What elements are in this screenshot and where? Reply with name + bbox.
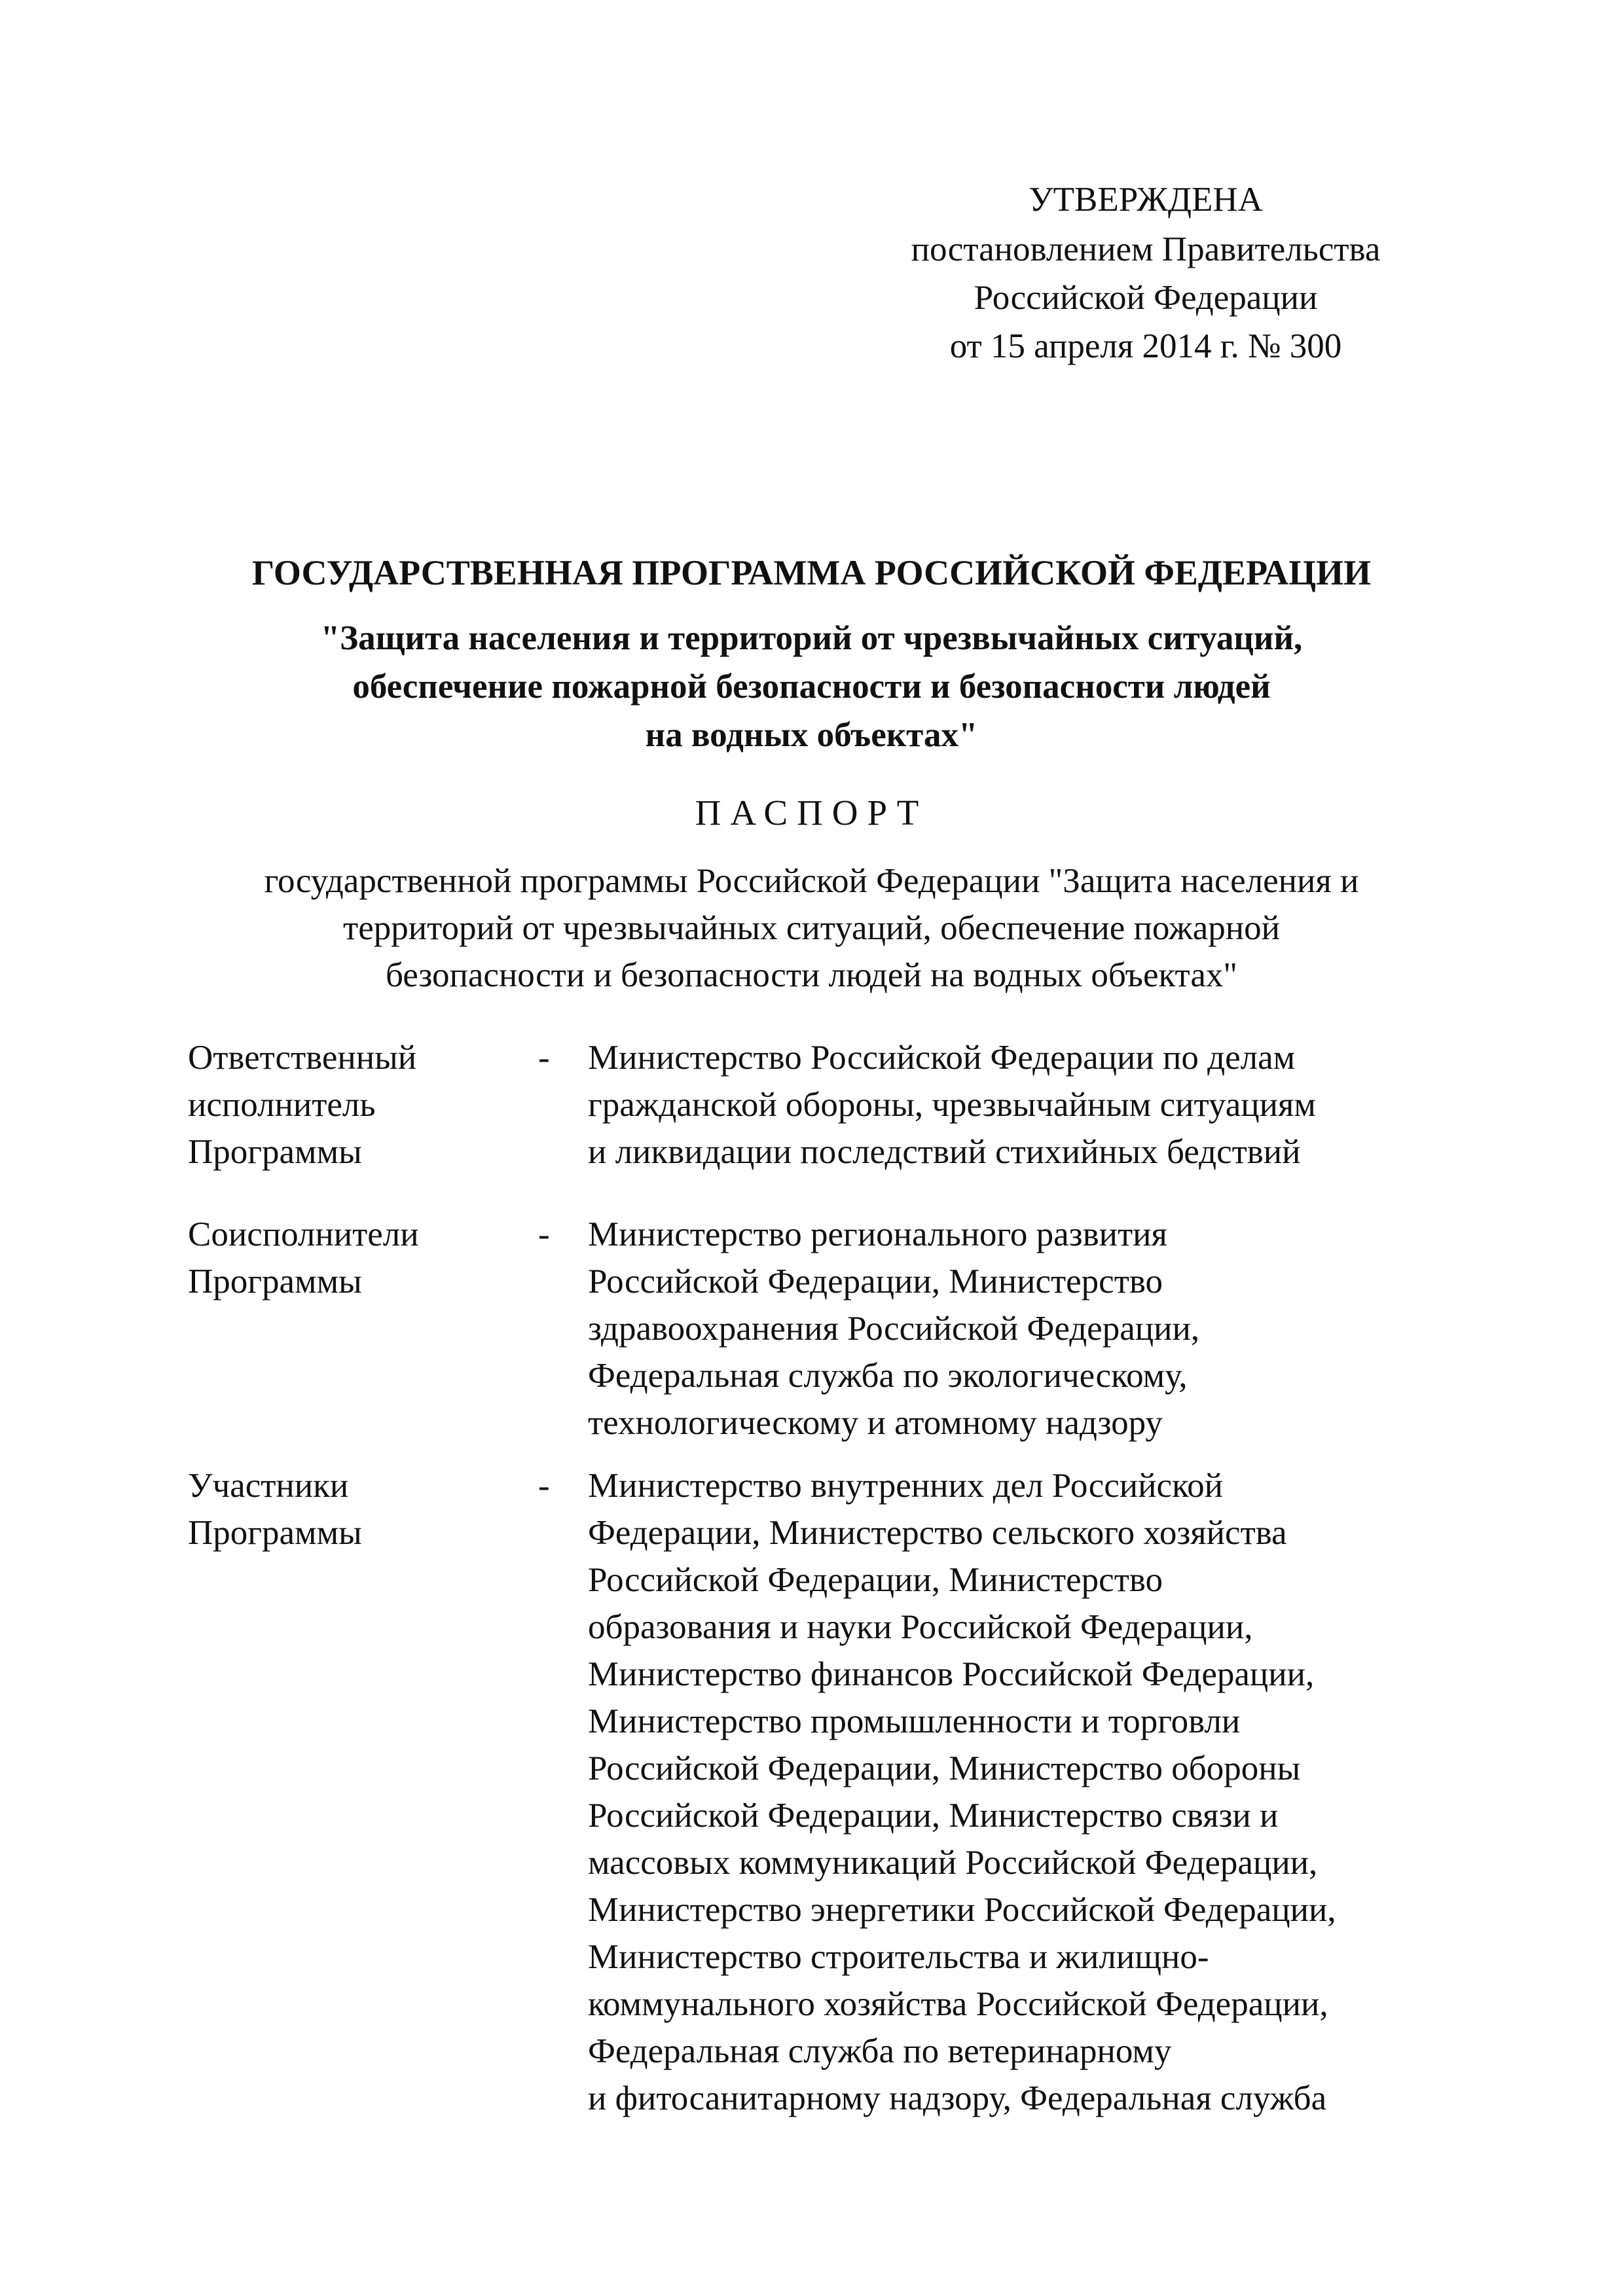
row-value-line: Российской Федерации, Министерство — [588, 1263, 1163, 1300]
program-name — [0, 614, 1623, 759]
document-title: ГОСУДАРСТВЕННАЯ ПРОГРАММА РОССИЙСКОЙ ФЕДЕРАЦИИ — [251, 553, 1372, 592]
approval-resolution: постановлением Правительства — [911, 230, 1381, 268]
row-dash: - — [538, 1467, 550, 1505]
row-value-line: Министерство строительства и жилищно- — [588, 1938, 1209, 1976]
passport-subtitle-line: безопасности и безопасности людей на водных объектах" — [385, 956, 1238, 994]
row-label-line: Участники — [188, 1467, 349, 1505]
row-value-line: коммунального хозяйства Российской Федерации, — [588, 1985, 1328, 2023]
row-value-line: Российской Федерации, Министерство — [588, 1561, 1163, 1599]
row-value-line: массовых коммуникаций Российской Федерации, — [588, 1844, 1318, 1882]
row-value-line: и ликвидации последствий стихийных бедствий — [588, 1133, 1301, 1171]
row-value-line: гражданской обороны, чрезвычайным ситуациям — [588, 1086, 1316, 1124]
row-value — [588, 1034, 1504, 1175]
row-value — [588, 1462, 1504, 2122]
row-value-line: Министерство финансов Российской Федерации, — [588, 1655, 1315, 1693]
row-value-line: Российской Федерации, Министерство связи и — [588, 1797, 1279, 1835]
row-value-line: технологическому и атомному надзору — [588, 1404, 1163, 1442]
passport-subtitle-line: государственной программы Российской Федерации "Защита населения и — [264, 862, 1359, 900]
row-value-line: Российской Федерации, Министерство обороны — [588, 1749, 1301, 1787]
row-label-line: исполнитель — [188, 1086, 376, 1124]
row-value-line: Министерство энергетики Российской Федерации, — [588, 1891, 1336, 1929]
row-label-line: Программы — [188, 1263, 362, 1300]
row-label — [188, 1211, 515, 1305]
row-dash: - — [538, 1215, 550, 1253]
program-name-line: обеспечение пожарной безопасности и безопасности людей — [352, 668, 1271, 706]
row-label-line: Ответственный — [188, 1039, 417, 1077]
passport-heading: ПАСПОРТ — [695, 793, 928, 833]
passport-subtitle-line: территорий от чрезвычайных ситуаций, обеспечение пожарной — [343, 909, 1280, 947]
row-label-line: Соисполнители — [188, 1215, 419, 1253]
row-value-line: образования и науки Российской Федерации, — [588, 1608, 1253, 1646]
row-label-line: Программы — [188, 1514, 362, 1552]
row-dash: - — [538, 1039, 550, 1077]
program-name-line: на водных объектах" — [645, 716, 978, 754]
row-label — [188, 1034, 515, 1175]
row-value-line: здравоохранения Российской Федерации, — [588, 1310, 1200, 1348]
approval-stamp — [851, 175, 1440, 370]
row-value-line: и фитосанитарному надзору, Федеральная служба — [588, 2079, 1327, 2117]
program-name-line: "Защита населения и территорий от чрезвычайных ситуаций, — [320, 619, 1303, 657]
approval-date-number: от 15 апреля 2014 г. № 300 — [949, 327, 1342, 365]
row-value-line: Министерство Российской Федерации по делам — [588, 1039, 1296, 1077]
row-value — [588, 1211, 1504, 1446]
row-value-line: Федерации, Министерство сельского хозяйства — [588, 1514, 1287, 1552]
row-label-line: Программы — [188, 1133, 362, 1171]
row-value-line: Министерство промышленности и торговли — [588, 1702, 1241, 1740]
row-label — [188, 1462, 515, 1556]
approval-authority: Российской Федерации — [974, 279, 1318, 317]
approved-label: УТВЕРЖДЕНА — [1029, 181, 1263, 219]
row-value-line: Федеральная служба по экологическому, — [588, 1357, 1188, 1395]
row-value-line: Министерство внутренних дел Российской — [588, 1467, 1223, 1505]
row-value-line: Министерство регионального развития — [588, 1215, 1167, 1253]
passport-subtitle — [0, 857, 1623, 999]
row-value-line: Федеральная служба по ветеринарному — [588, 2032, 1172, 2070]
